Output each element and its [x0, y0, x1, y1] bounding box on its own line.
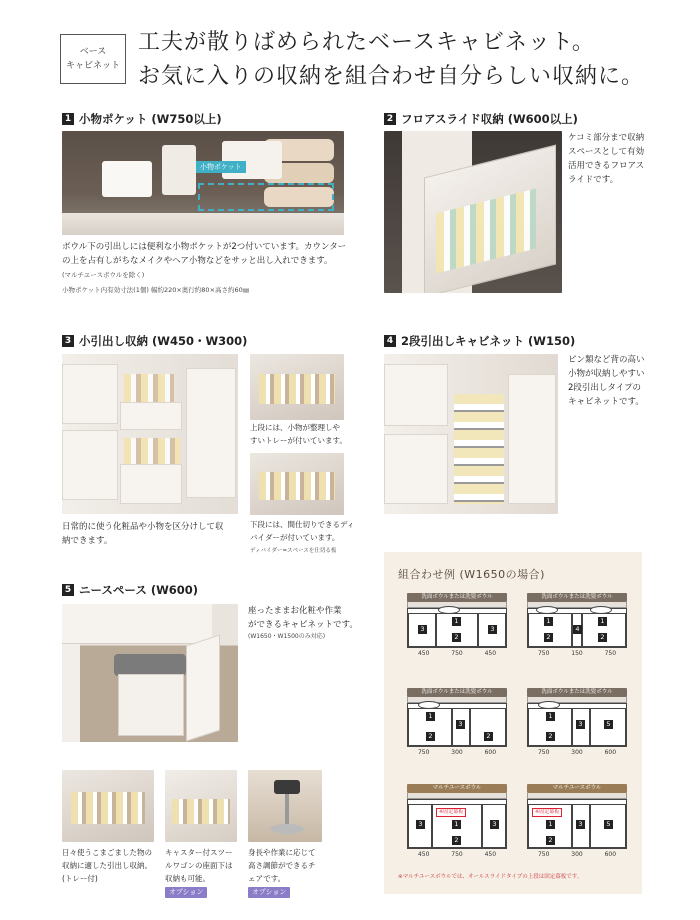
- diagram-2-dim2: 150: [571, 650, 583, 657]
- category-tag: [60, 34, 126, 84]
- caption-tray-drawer-line2: 収納に適した引出し収納。: [62, 861, 152, 870]
- section-1-text-line2: の上を占有しがちなメイクやヘア小物などをサッと出し入れできます。: [62, 256, 333, 266]
- combo-diagram-4: 洗面ボウルまたは洗髪ボウル 1 2 3 5 750 300 600: [527, 688, 627, 756]
- caption-height-chair-line3: ェアです。: [248, 874, 286, 883]
- section-3-text-line1: 日常的に使う化粧品や小物を区分けして収: [62, 522, 224, 532]
- section-3-upper-text: [250, 421, 347, 447]
- diagram-6-label: マルチユースボウル: [527, 784, 627, 793]
- diagram-1-dim2: 750: [451, 650, 463, 657]
- diagram-5-dim1: 450: [417, 851, 430, 858]
- section-1-number: 1: [62, 113, 74, 125]
- combo-diagram-3: 洗面ボウルまたは洗髪ボウル 1 2 3 2 750 300 600: [407, 688, 507, 756]
- section-4-number: 4: [384, 335, 396, 347]
- two-step-cabinet-photo: [384, 354, 558, 514]
- section-2-text: [568, 131, 664, 187]
- section-5-text: [248, 604, 378, 642]
- combo-diagram-5: マルチユースボウル ※固定幕板 3 1 2 3 450 750 450: [407, 784, 507, 858]
- diagram-6-dim3: 600: [604, 851, 617, 858]
- section-3-number: 3: [62, 335, 74, 347]
- diagram-6-dim2: 300: [571, 851, 583, 858]
- diagram-5-label: マルチユースボウル: [407, 784, 507, 793]
- page-title: [138, 26, 644, 94]
- section-1-text-line1: ボウル下の引出しには便利な小物ポケットが2つ付いています。カウンター: [62, 242, 347, 252]
- section-1-heading: [62, 111, 222, 127]
- diagram-4-dim1: 750: [537, 749, 550, 756]
- caption-stool-wagon-line2: ルワゴンの座面下は: [165, 861, 233, 870]
- pocket-photo-tag: 小物ポケット: [196, 161, 246, 173]
- caption-height-chair-line1: 身長や作業に応じて: [248, 848, 316, 857]
- diagram-4-dim3: 600: [604, 749, 617, 756]
- diagram-1-dim3: 450: [484, 650, 497, 657]
- caption-tray-drawer: [62, 846, 152, 885]
- option-badge-stool: オプション: [165, 887, 207, 898]
- diagram-2-label: 洗面ボウルまたは洗髪ボウル: [527, 593, 627, 602]
- category-tag-line2: キャビネット: [65, 61, 120, 71]
- diagram-3-dim2: 300: [451, 749, 463, 756]
- section-1-text: [62, 240, 352, 268]
- section-2-number: 2: [384, 113, 396, 125]
- section-3-lower-line1: 下段には、間仕切りできるディ: [250, 520, 355, 529]
- caption-tray-drawer-line3: (トレー付): [62, 874, 98, 883]
- section-5-number: 5: [62, 584, 74, 596]
- combo-diagram-6: マルチユースボウル ※固定幕板 1 2 3 5 750 300 600: [527, 784, 627, 858]
- caption-height-chair-line2: 高さ調節ができるチ: [248, 861, 316, 870]
- height-chair-photo: [248, 770, 322, 842]
- diagram-1-label: 洗面ボウルまたは洗髪ボウル: [407, 593, 507, 602]
- diagram-2-dim1: 750: [537, 650, 550, 657]
- knee-space-photo: [62, 604, 238, 742]
- diagram-2-dim3: 750: [604, 650, 617, 657]
- section-4-text-line3: 2段引出しタイプの: [568, 383, 641, 393]
- section-3-heading: [62, 333, 247, 349]
- stool-wagon-photo: [165, 770, 237, 842]
- category-tag-line1: ベース: [79, 47, 107, 57]
- floor-slide-photo: [384, 131, 562, 293]
- diagram-3-dim3: 600: [484, 749, 497, 756]
- section-2-title: フロアスライド収納 (W600以上): [401, 112, 578, 126]
- caption-stool-wagon-line3: 収納も可能。: [165, 874, 210, 883]
- section-3-upper-line2: すいトレーが付いています。: [250, 436, 347, 445]
- combo-diagram-1: 洗面ボウルまたは洗髪ボウル 3 1 2 3 450 750 450: [407, 593, 507, 657]
- upper-tray-photo: [250, 354, 344, 420]
- diagram-1-dim1: 450: [417, 650, 430, 657]
- section-5-note: (W1650・W1500のみ対応): [248, 633, 326, 640]
- caption-height-chair: [248, 846, 316, 898]
- section-3-text: [62, 520, 244, 548]
- section-4-text: [568, 353, 664, 409]
- section-2-text-line4: ライドです。: [568, 175, 619, 185]
- caption-stool-wagon-line1: キャスター付スツー: [165, 848, 233, 857]
- option-badge-chair: オプション: [248, 887, 290, 898]
- section-3-lower-line2: バイダーが付いています。: [250, 533, 340, 542]
- lower-divider-photo: [250, 453, 344, 515]
- page-title-line1: 工夫が散りばめられたベースキャビネット。: [138, 30, 595, 55]
- section-5-heading: [62, 582, 198, 598]
- section-2-heading: [384, 111, 578, 127]
- section-4-text-line1: ピン類など背の高い: [568, 355, 645, 365]
- diagram-3-label: 洗面ボウルまたは洗髪ボウル: [407, 688, 507, 697]
- diagram-5-dim3: 450: [484, 851, 497, 858]
- combination-title: 組合わせ例 (W1650の場合): [398, 568, 545, 581]
- small-drawer-photo: [62, 354, 238, 514]
- diagram-4-dim2: 300: [571, 749, 583, 756]
- diagram-6-dim1: 750: [537, 851, 550, 858]
- section-2-text-line3: 活用できるフロアス: [568, 161, 645, 171]
- section-5-text-line2: ができるキャビネットです。: [248, 620, 358, 630]
- diagram-4-label: 洗面ボウルまたは洗髪ボウル: [527, 688, 627, 697]
- section-5-text-line1: 座ったままお化粧や作業: [248, 606, 342, 616]
- section-4-text-line4: キャビネットです。: [568, 397, 644, 407]
- section-1-title: 小物ポケット (W750以上): [79, 112, 222, 126]
- section-3-lower-note: ディバイダー=スペースを仕切る板: [250, 548, 337, 554]
- page-title-line2: お気に入りの収納を組合わせ自分らしい収納に。: [138, 64, 645, 89]
- diagram-3-dim1: 750: [417, 749, 430, 756]
- diagram-6-fixed-tag: ※固定幕板: [532, 808, 562, 817]
- combination-note: ※マルチユースボウルでは、オールスライドタイプの上段は固定幕板です。: [398, 874, 583, 880]
- section-2-text-line1: ケコミ部分まで収納: [568, 133, 645, 143]
- section-3-text-line2: 納できます。: [62, 536, 113, 546]
- section-2-text-line2: スペースとして有効: [568, 147, 645, 157]
- diagram-5-fixed-tag: ※固定幕板: [436, 808, 466, 817]
- section-4-text-line2: 小物が収納しやすい: [568, 369, 645, 379]
- section-3-upper-line1: 上段には、小物が整理しや: [250, 423, 340, 432]
- diagram-5-dim2: 750: [451, 851, 463, 858]
- caption-tray-drawer-line1: 日々使うこまごました物の: [62, 848, 152, 857]
- section-1-note2: 小物ポケット内有効寸法(1個) 幅約220×奥行約80×高さ約60㎜: [62, 286, 250, 294]
- section-4-heading: [384, 333, 575, 349]
- section-4-title: 2段引出しキャビネット (W150): [401, 334, 576, 348]
- section-5-title: ニースペース (W600): [79, 583, 199, 597]
- pocket-photo: [62, 131, 344, 235]
- section-1-note1: (マルチユースボウルを除く): [62, 271, 145, 279]
- section-3-lower-text: [250, 518, 354, 544]
- section-3-title: 小引出し収納 (W450・W300): [79, 334, 248, 348]
- combo-diagram-2: 洗面ボウルまたは洗髪ボウル 1 2 4 1 2 750 150 750: [527, 593, 627, 657]
- caption-stool-wagon: [165, 846, 233, 898]
- tray-drawer-photo: [62, 770, 154, 842]
